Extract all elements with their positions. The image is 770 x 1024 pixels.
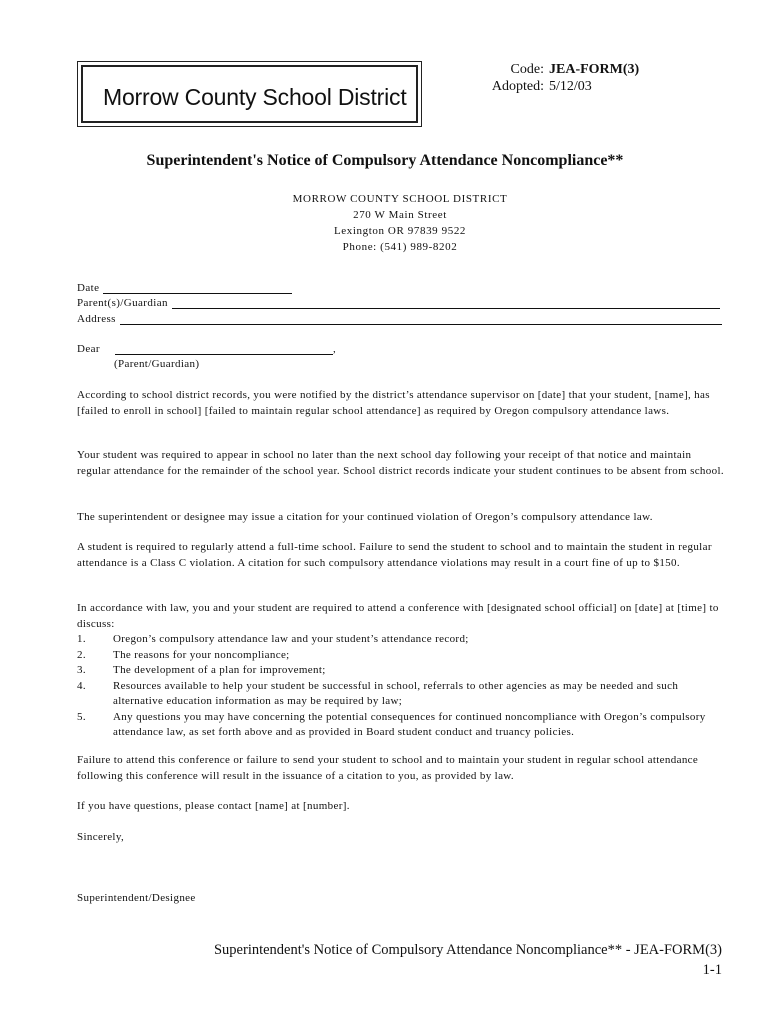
adopted-label: Adopted: xyxy=(491,79,544,94)
dear-comma: , xyxy=(333,343,337,355)
code-label: Code: xyxy=(510,62,544,77)
dear-hint: (Parent/Guardian) xyxy=(114,358,200,370)
list-item-number: 2. xyxy=(77,648,86,661)
address-line-2: 270 W Main Street xyxy=(353,209,447,221)
code-value: JEA-FORM(3) xyxy=(549,62,640,77)
dear-input-line[interactable] xyxy=(115,343,333,355)
list-item xyxy=(77,710,727,741)
paragraph-contact xyxy=(77,799,727,815)
paragraph-failure xyxy=(77,753,727,784)
list-item xyxy=(77,663,727,679)
closing: Sincerely, xyxy=(77,831,125,843)
address-field xyxy=(77,313,722,325)
guardian-label: Parent(s)/Guardian xyxy=(77,297,168,309)
dear-field xyxy=(77,343,336,355)
list-item-number: 1. xyxy=(77,633,86,645)
paragraph-citation xyxy=(77,510,727,526)
date-field xyxy=(77,282,292,294)
document-title: Superintendent's Notice of Compulsory Attendance Noncompliance** xyxy=(146,152,624,169)
list-item-number: 4. xyxy=(77,679,86,692)
adopted-row xyxy=(470,78,639,95)
paragraph-2-text: Your student was required to appear in school no later than the next school day following your receipt of that notice and maintain regular attendance for the remainder of the school year. School district records indicate your student continues to be absent from school. xyxy=(77,449,724,477)
form-meta xyxy=(470,61,639,95)
guardian-field xyxy=(77,297,720,309)
signature-line: Superintendent/Designee xyxy=(77,892,196,904)
district-logo-text: Morrow County School District xyxy=(103,84,407,110)
paragraph-4-text: A student is required to regularly attend a full-time school. Failure to send the student to school and to maintain the student in regular attendance is a Class C violation. A citation for such compulsory attendance violations may result in a court fine of up to $150. xyxy=(77,541,712,569)
list-item-text: Oregon’s compulsory attendance law and your student’s attendance record; xyxy=(113,633,469,645)
footer-title: Superintendent's Notice of Compulsory Attendance Noncompliance** - JEA-FORM(3) xyxy=(213,942,722,958)
district-logo-box xyxy=(77,61,422,127)
district-address xyxy=(0,191,770,255)
list-item xyxy=(77,632,727,648)
paragraph-violation xyxy=(77,540,727,571)
dear-label: Dear xyxy=(77,343,100,355)
list-item-text: The reasons for your noncompliance; xyxy=(113,648,290,661)
list-item-number: 5. xyxy=(77,710,86,723)
paragraph-3-text: The superintendent or designee may issue a citation for your continued violation of Oregon’s compulsory attendance law. xyxy=(77,511,653,523)
paragraph-5-text: In accordance with law, you and your student are required to attend a conference with [designated school official] on [date] at [time] to discuss: xyxy=(77,602,719,630)
list-item-text: The development of a plan for improvement; xyxy=(113,664,326,676)
paragraph-1-text: According to school district records, you were notified by the district’s attendance supervisor on [date] that your student, [name], has [failed to enroll in school] [failed to maintain regular school attendance] as required by Oregon compulsory attendance laws. xyxy=(77,389,710,417)
adopted-value: 5/12/03 xyxy=(549,79,592,94)
list-item xyxy=(77,679,727,710)
date-input-line[interactable] xyxy=(103,282,292,294)
paragraph-conference xyxy=(77,601,727,632)
list-item-number: 3. xyxy=(77,664,86,676)
address-line-4: Phone: (541) 989-8202 xyxy=(342,241,458,253)
code-value-wrap xyxy=(549,61,639,78)
address-input-line[interactable] xyxy=(120,313,722,325)
paragraph-6-text: Failure to attend this conference or failure to send your student to school and to maintain your student in regular school attendance following this conference will result in the issuance of a citation to you, as provided by law. xyxy=(77,754,699,782)
date-label: Date xyxy=(77,282,100,294)
conference-topics-list xyxy=(77,632,727,741)
paragraph-requirement xyxy=(77,448,727,479)
list-item xyxy=(77,648,727,664)
paragraph-notice xyxy=(77,388,727,419)
guardian-input-line[interactable] xyxy=(172,297,720,309)
list-item-text: Any questions you may have concerning the potential consequences for continued noncompliance with Oregon’s compulsory attendance law, as set forth above and as provided in Board student conduct and truancy policies. xyxy=(113,710,706,738)
address-line-1: MORROW COUNTY SCHOOL DISTRICT xyxy=(292,193,508,205)
code-row xyxy=(470,61,639,78)
address-label: Address xyxy=(77,313,116,325)
paragraph-7-text: If you have questions, please contact [name] at [number]. xyxy=(77,800,350,812)
footer-page-number: 1-1 xyxy=(702,962,722,978)
address-line-3: Lexington OR 97839 9522 xyxy=(333,225,467,237)
list-item-text: Resources available to help your student be successful in school, referrals to other agencies as may be needed and such alternative education information as may be required by law; xyxy=(113,679,679,707)
